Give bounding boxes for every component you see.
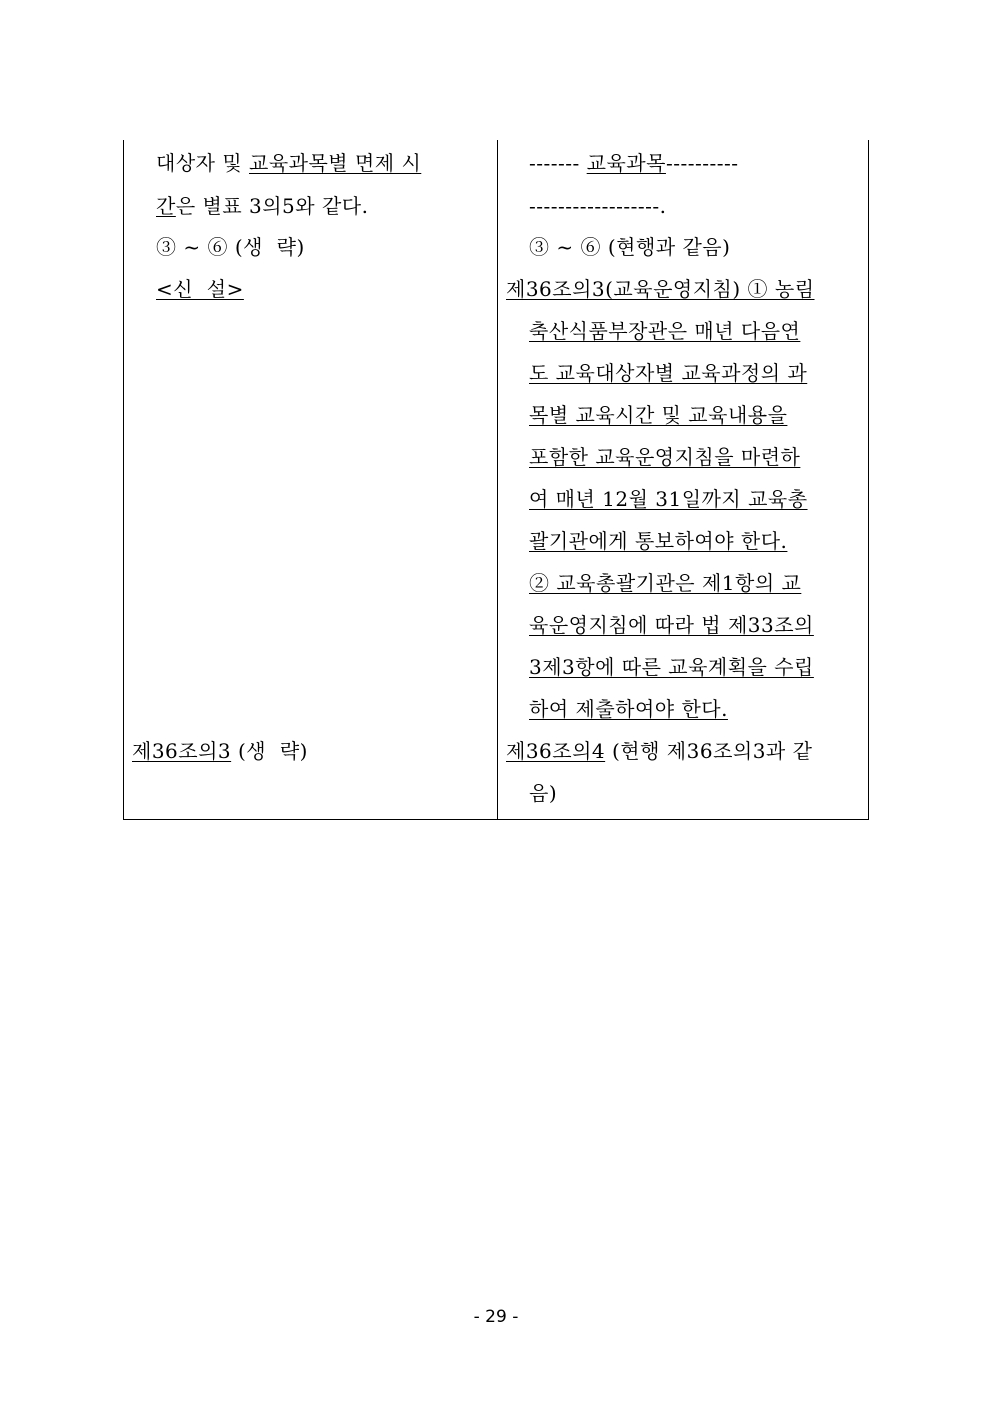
left-line-2: 간은 별표 3의5와 같다.	[156, 194, 369, 218]
left-line-5: 제36조의3 (생 략)	[132, 739, 308, 763]
right-line-10: 괄기관에게 통보하여야 한다.	[529, 529, 788, 553]
left-line-1: 대상자 및 교육과목별 면제 시	[156, 151, 422, 175]
right-line-7: 목별 교육시간 및 교육내용을	[529, 403, 788, 427]
right-line-6: 도 교육대상자별 교육과정의 과	[529, 361, 808, 385]
right-line-15: 제36조의4 (현행 제36조의3과 같	[506, 739, 813, 763]
amended-provision-column	[498, 140, 869, 819]
right-line-2: ------------------.	[529, 194, 667, 218]
right-line-14: 하여 제출하여야 한다.	[529, 697, 728, 721]
right-line-4: 제36조의3(교육운영지침) ① 농림	[506, 277, 815, 301]
right-line-8: 포함한 교육운영지침을 마련하	[529, 445, 801, 469]
current-provision-column	[124, 140, 497, 819]
left-line-3: ③ ~ ⑥ (생 략)	[156, 235, 305, 259]
right-line-13: 3제3항에 따른 교육계획을 수립	[529, 655, 814, 679]
right-line-11: ② 교육총괄기관은 제1항의 교	[529, 571, 802, 595]
right-line-16: 음)	[529, 781, 558, 805]
right-line-5: 축산식품부장관은 매년 다음연	[529, 319, 801, 343]
right-line-1: ------- 교육과목----------	[529, 151, 739, 175]
right-line-9: 여 매년 12월 31일까지 교육총	[529, 487, 808, 511]
right-line-12: 육운영지침에 따라 법 제33조의	[529, 613, 814, 637]
comparison-table	[123, 140, 869, 820]
right-line-3: ③ ~ ⑥ (현행과 같음)	[529, 235, 731, 259]
page-number: - 29 -	[473, 1307, 519, 1327]
left-line-4: <신 설>	[156, 277, 244, 301]
